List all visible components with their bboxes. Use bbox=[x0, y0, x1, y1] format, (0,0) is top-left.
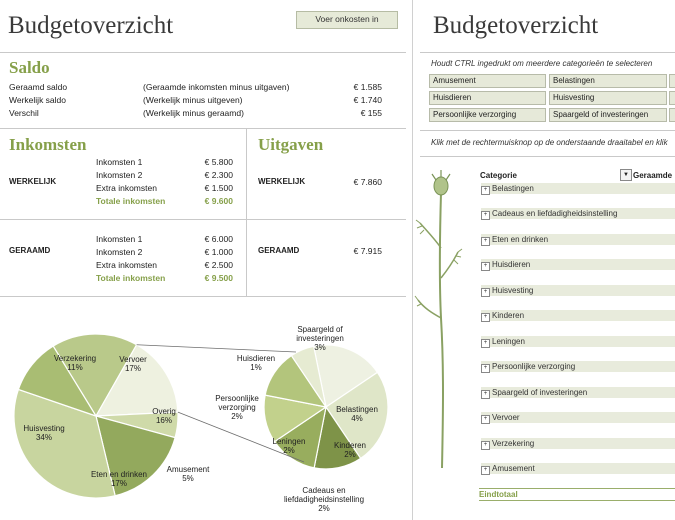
panel-separator bbox=[412, 0, 413, 520]
filter-dropdown-icon[interactable]: ▼ bbox=[620, 169, 632, 181]
pie-label: Huisvesting 34% bbox=[23, 424, 65, 442]
pie-label: Belastingen 4% bbox=[336, 405, 378, 423]
pie-label: Spaargeld of investeringen 3% bbox=[296, 325, 344, 352]
income-label: Inkomsten 2 bbox=[96, 170, 143, 180]
divider bbox=[0, 52, 406, 53]
income-value: € 2.500 bbox=[204, 260, 233, 270]
expense-value: € 7.915 bbox=[353, 246, 382, 256]
income-label: Inkomsten 1 bbox=[96, 234, 143, 244]
income-total-label: Totale inkomsten bbox=[96, 273, 166, 283]
right-page-title: Budgetoverzicht bbox=[433, 12, 599, 39]
saldo-heading: Saldo bbox=[9, 58, 50, 77]
expand-icon[interactable]: + bbox=[481, 466, 490, 475]
income-total-label: Totale inkomsten bbox=[96, 196, 166, 206]
slicer-spaargeld[interactable]: Spaargeld of investeringen bbox=[549, 108, 667, 122]
pivot-hint: Klik met de rechtermuisknop op de onderstaande draaitabel en klik bbox=[431, 138, 668, 147]
pivot-row[interactable]: + Verzekering bbox=[481, 438, 675, 449]
pivot-row[interactable]: + Belastingen bbox=[481, 183, 675, 194]
divider bbox=[246, 128, 247, 296]
slicer-huisdieren[interactable]: Huisdieren bbox=[429, 91, 546, 105]
pie-label: Verzekering 11% bbox=[53, 354, 97, 372]
pivot-row[interactable]: + Huisvesting bbox=[481, 285, 675, 296]
income-label: Inkomsten 1 bbox=[96, 157, 143, 167]
income-value: € 2.300 bbox=[204, 170, 233, 180]
saldo-label: Verschil bbox=[9, 108, 39, 118]
income-label: Inkomsten 2 bbox=[96, 247, 143, 257]
expand-icon[interactable]: + bbox=[481, 186, 490, 195]
expand-icon[interactable]: + bbox=[481, 339, 490, 348]
expand-icon[interactable]: + bbox=[481, 390, 490, 399]
inkomsten-heading: Inkomsten bbox=[9, 135, 87, 154]
werkelijk-label: WERKELIJK bbox=[9, 177, 57, 186]
divider bbox=[0, 219, 406, 220]
saldo-label: Geraamd saldo bbox=[9, 82, 68, 92]
connector-line-top bbox=[137, 345, 296, 352]
expense-value: € 7.860 bbox=[353, 177, 382, 187]
expand-icon[interactable]: + bbox=[481, 415, 490, 424]
pivot-row[interactable]: + Persoonlijke verzorging bbox=[481, 361, 675, 372]
pivot-row[interactable]: + Kinderen bbox=[481, 310, 675, 321]
saldo-label: Werkelijk saldo bbox=[9, 95, 67, 105]
slicer-overflow[interactable] bbox=[669, 91, 675, 105]
income-total-value: € 9.500 bbox=[204, 273, 233, 283]
slicer-persoonlijke-verzorging[interactable]: Persoonlijke verzorging bbox=[429, 108, 546, 122]
saldo-value: € 1.585 bbox=[353, 82, 382, 92]
pivot-col-categorie: Categorie bbox=[480, 171, 517, 180]
saldo-desc: (Werkelijk minus geraamd) bbox=[143, 108, 244, 118]
slicer-huisvesting[interactable]: Huisvesting bbox=[549, 91, 667, 105]
pie-label: Huisdieren 1% bbox=[236, 354, 276, 372]
werkelijk-label: WERKELIJK bbox=[258, 177, 306, 186]
income-label: Extra inkomsten bbox=[96, 260, 157, 270]
expand-icon[interactable]: + bbox=[481, 313, 490, 322]
expand-icon[interactable]: + bbox=[481, 441, 490, 450]
income-total-value: € 9.600 bbox=[204, 196, 233, 206]
pivot-row[interactable]: + Vervoer bbox=[481, 412, 675, 423]
divider bbox=[420, 52, 675, 53]
expand-icon[interactable]: + bbox=[481, 288, 490, 297]
saldo-value: € 155 bbox=[360, 108, 382, 118]
slicer-amusement[interactable]: Amusement bbox=[429, 74, 546, 88]
pie-label: Persoonlijke verzorging 2% bbox=[215, 394, 259, 421]
pie-label: Cadeaus en liefdadigheidsinstelling 2% bbox=[283, 486, 365, 513]
enter-expenses-button[interactable]: Voer onkosten in bbox=[296, 11, 398, 29]
expand-icon[interactable]: + bbox=[481, 211, 490, 220]
expand-icon[interactable]: + bbox=[481, 364, 490, 373]
pie-label: Eten en drinken 17% bbox=[90, 470, 148, 488]
expand-icon[interactable]: + bbox=[481, 262, 490, 271]
page-title: Budgetoverzicht bbox=[8, 12, 174, 39]
divider bbox=[0, 296, 406, 297]
pivot-row[interactable]: + Huisdieren bbox=[481, 259, 675, 270]
pivot-row[interactable]: + Amusement bbox=[481, 463, 675, 474]
saldo-desc: (Werkelijk minus uitgeven) bbox=[143, 95, 243, 105]
slicer-hint: Houdt CTRL ingedrukt om meerdere categorieën te selecteren bbox=[431, 59, 653, 68]
expand-icon[interactable]: + bbox=[481, 237, 490, 246]
slicer-overflow[interactable] bbox=[669, 74, 675, 88]
income-label: Extra inkomsten bbox=[96, 183, 157, 193]
pie-label: Kinderen 2% bbox=[333, 441, 367, 459]
pivot-row[interactable]: + Cadeaus en liefdadigheidsinstelling bbox=[481, 208, 675, 219]
geraamd-label: GERAAMD bbox=[258, 246, 300, 255]
slicer-belastingen[interactable]: Belastingen bbox=[549, 74, 667, 88]
income-value: € 1.500 bbox=[204, 183, 233, 193]
income-value: € 5.800 bbox=[204, 157, 233, 167]
geraamd-label: GERAAMD bbox=[9, 246, 51, 255]
pivot-row[interactable]: + Leningen bbox=[481, 336, 675, 347]
pivot-col-geraamd: Geraamde bbox=[633, 171, 673, 180]
pie-label: Overig 16% bbox=[152, 407, 176, 425]
pie-label: Leningen 2% bbox=[272, 437, 306, 455]
pivot-row[interactable]: + Spaargeld of investeringen bbox=[481, 387, 675, 398]
income-value: € 6.000 bbox=[204, 234, 233, 244]
saldo-value: € 1.740 bbox=[353, 95, 382, 105]
pivot-grand-total: Eindtotaal bbox=[479, 488, 675, 501]
pie-label: Vervoer 17% bbox=[119, 355, 147, 373]
saldo-desc: (Geraamde inkomsten minus uitgaven) bbox=[143, 82, 290, 92]
pie-label: Amusement 5% bbox=[166, 465, 210, 483]
pivot-row[interactable]: + Eten en drinken bbox=[481, 234, 675, 245]
income-value: € 1.000 bbox=[204, 247, 233, 257]
divider bbox=[420, 130, 675, 131]
divider bbox=[0, 128, 406, 129]
uitgaven-heading: Uitgaven bbox=[258, 135, 324, 154]
divider bbox=[420, 156, 675, 157]
slicer-overflow[interactable] bbox=[669, 108, 675, 122]
plant-illustration bbox=[414, 168, 472, 472]
